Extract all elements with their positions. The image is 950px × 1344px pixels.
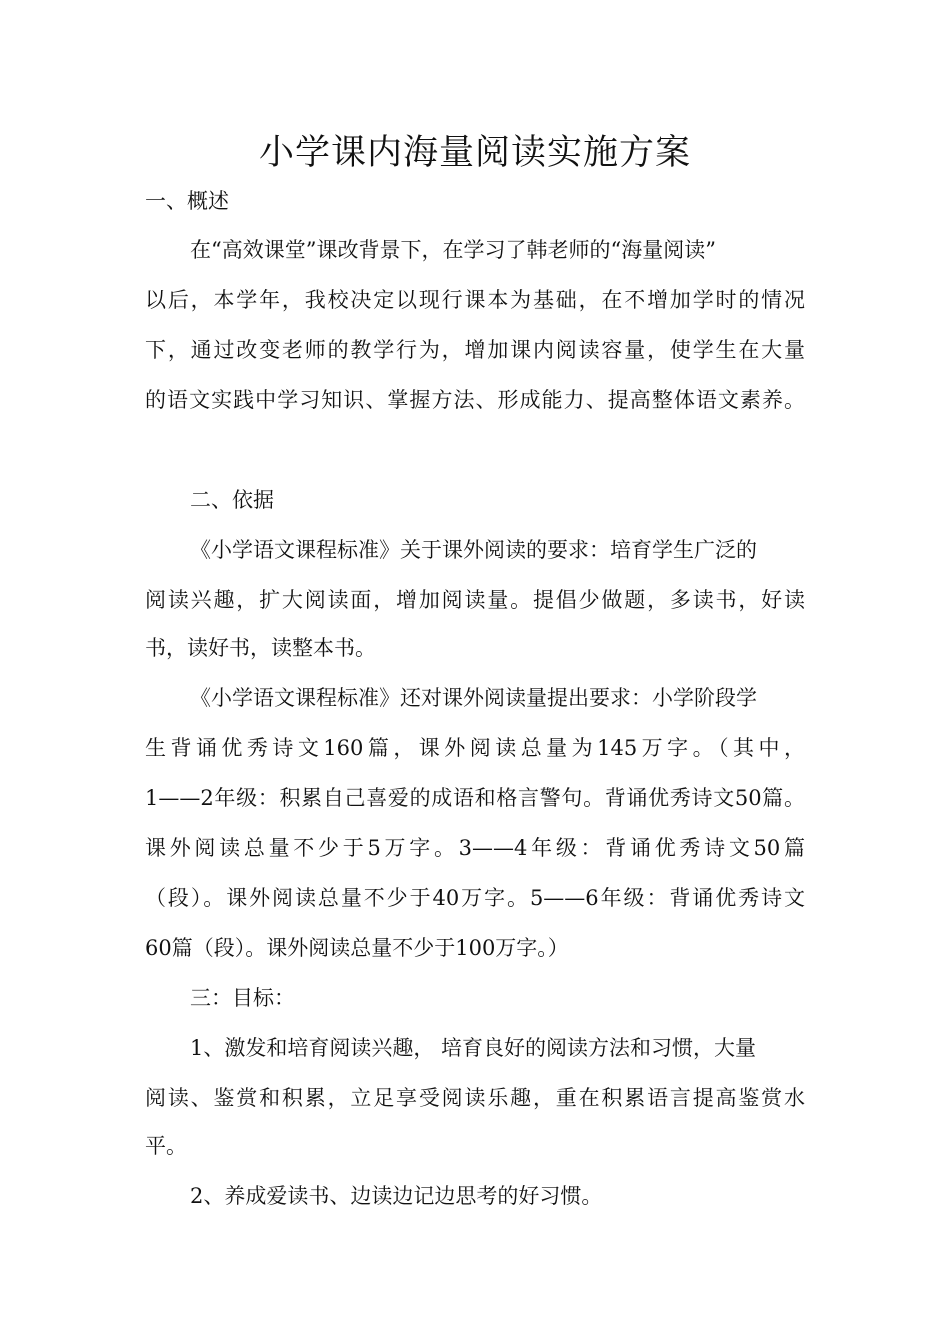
paragraph-line: 60篇（段）。课外阅读总量不少于100万字。） — [145, 936, 569, 960]
paragraph-line: 《小学语文课程标准》关于课外阅读的要求：培育学生广泛的 — [190, 538, 757, 562]
paragraph-line: 《小学语文课程标准》还对课外阅读量提出要求：小学阶段学 — [190, 686, 757, 710]
document-title: 小学课内海量阅读实施方案 — [258, 133, 691, 173]
paragraph-line: 的语文实践中学习知识、掌握方法、形成能力、提高整体语文素养。 — [145, 388, 805, 412]
paragraph-line: 平。 — [145, 1134, 187, 1158]
paragraph-line: 下，通过改变老师的教学行为，增加课内阅读容量，使学生在大量 — [145, 338, 805, 362]
section-heading-goals: 三：目标： — [190, 986, 295, 1010]
paragraph-line: 2、养成爱读书、边读边记边思考的好习惯。 — [190, 1184, 603, 1208]
paragraph-line: 书，读好书，读整本书。 — [145, 636, 376, 660]
paragraph-line: 以后，本学年，我校决定以现行课本为基础，在不增加学时的情况 — [145, 288, 805, 312]
paragraph-line: 在“高效课堂”课改背景下，在学习了韩老师的“海量阅读” — [190, 238, 716, 262]
paragraph-line: 1、激发和培育阅读兴趣， 培育良好的阅读方法和习惯，大量 — [190, 1036, 757, 1060]
paragraph-line: （段）。课外阅读总量不少于40万字。5——6年级：背诵优秀诗文 — [145, 886, 805, 910]
section-heading-basis: 二、依据 — [190, 488, 274, 512]
section-heading-overview: 一、概述 — [145, 189, 229, 213]
paragraph-line: 阅读兴趣，扩大阅读面，增加阅读量。提倡少做题，多读书，好读 — [145, 588, 805, 612]
paragraph-line: 1——2年级：积累自己喜爱的成语和格言警句。背诵优秀诗文50篇。 — [145, 786, 805, 810]
paragraph-line: 阅读、鉴赏和积累，立足享受阅读乐趣，重在积累语言提高鉴赏水 — [145, 1086, 805, 1110]
paragraph-line: 生背诵优秀诗文160篇，课外阅读总量为145万字。（其中， — [145, 736, 805, 760]
paragraph-line: 课外阅读总量不少于5万字。3——4年级：背诵优秀诗文50篇 — [145, 836, 805, 860]
